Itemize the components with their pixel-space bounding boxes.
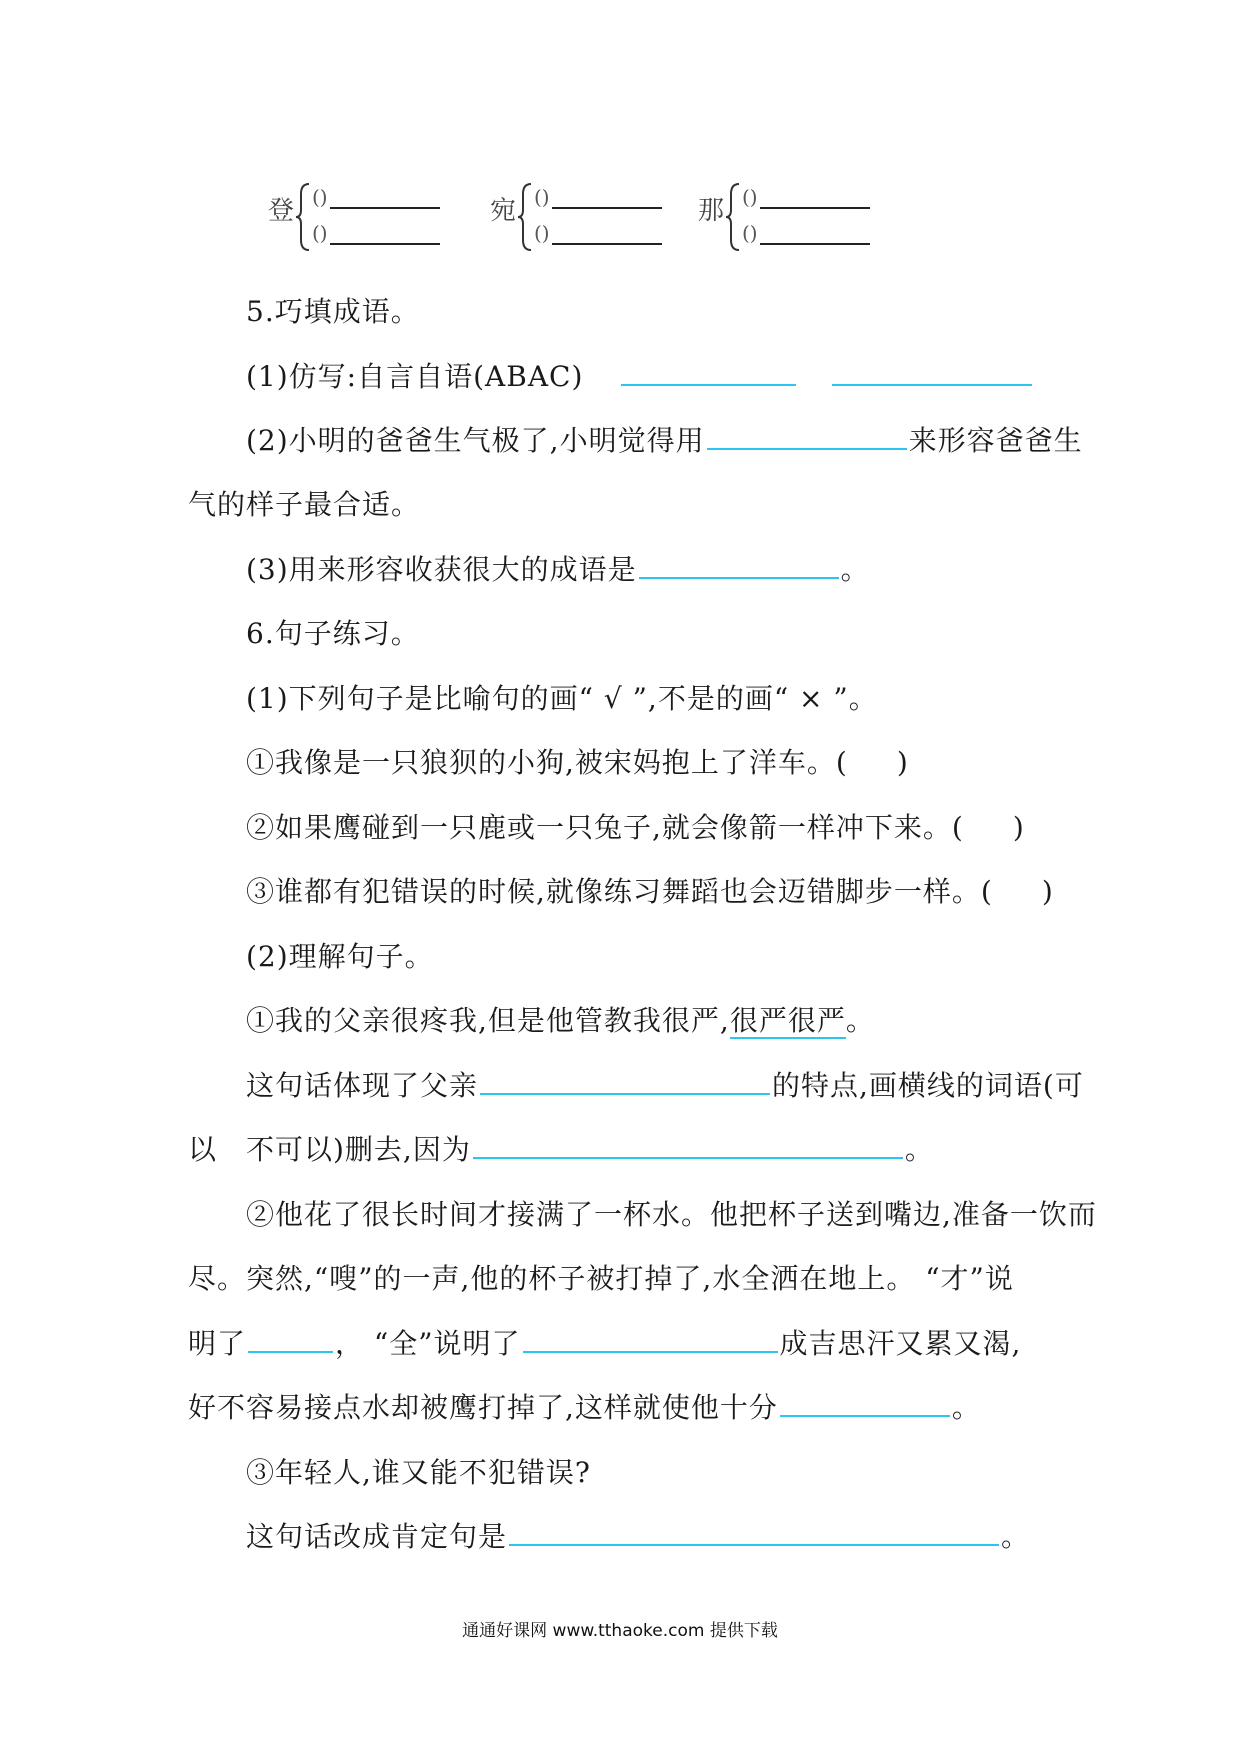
pinyin-paren: () (534, 221, 550, 245)
answer-blank[interactable] (552, 243, 662, 245)
q5-item-3 (246, 550, 870, 590)
brace-icon (294, 182, 312, 252)
answer-blank[interactable] (480, 1068, 770, 1095)
answer-blank[interactable] (707, 423, 907, 450)
q5-item-1-text: (1)仿写:自言自语(ABAC) (246, 360, 584, 393)
question-text: 好不容易接点水却被鹰打掉了,这样就使他十分 (188, 1391, 778, 1424)
answer-blank[interactable] (760, 243, 870, 245)
answer-blank[interactable] (473, 1132, 903, 1159)
answer-paren[interactable]: ( ) (951, 811, 1024, 844)
footer-credit: 通通好课网 www.tthaoke.com 提供下载 (462, 1621, 778, 1641)
q6-sentence-2-line-3 (188, 1324, 1021, 1364)
q5-item-2-cont: 气的样子最合适。 (188, 488, 421, 521)
question-text: 这句话改成肯定句是 (246, 1520, 508, 1553)
q6-sentence-1-question-cont (188, 1130, 934, 1170)
answer-paren[interactable]: ( ) (835, 746, 908, 779)
q5-item-2-text-a: (2)小明的爸爸生气极了,小明觉得用 (246, 424, 705, 457)
q5-item-3-text: (3)用来形容收获很大的成语是 (246, 553, 637, 586)
answer-blank[interactable] (552, 207, 662, 209)
answer-blank[interactable] (523, 1326, 778, 1353)
question-text: 这句话体现了父亲 (246, 1069, 479, 1102)
q5-item-2 (246, 421, 1083, 461)
pinyin-paren: () (312, 185, 328, 209)
q6-simile-item-1 (246, 743, 908, 783)
answer-blank[interactable] (248, 1326, 333, 1353)
answer-blank[interactable] (621, 359, 796, 386)
question-text: 明了 (188, 1327, 247, 1360)
q6-simile-item-3 (246, 872, 1053, 912)
q6-sentence-1-question (246, 1066, 1084, 1106)
q6-sentence-2-line-2: 尽。突然,“嗖”的一声,他的杯子被打掉了,水全洒在地上。 “才”说 (188, 1262, 1014, 1295)
answer-blank[interactable] (832, 359, 1032, 386)
q6-sentence-1 (246, 1001, 875, 1041)
q6-sentence-2-line-1: ②他花了很长时间才接满了一杯水。他把杯子送到嘴边,准备一饮而 (246, 1198, 1097, 1231)
period: 。 (904, 1133, 934, 1166)
q6-part1-title: (1)下列句子是比喻句的画“ √ ”,不是的画“ × ”。 (246, 682, 878, 715)
question-text: 以 不可以)删去,因为 (188, 1133, 471, 1166)
brace-icon (724, 182, 742, 252)
pinyin-paren: () (312, 221, 328, 245)
simile-sentence: ②如果鹰碰到一只鹿或一只兔子,就会像箭一样冲下来。 (246, 811, 952, 844)
answer-blank[interactable] (760, 207, 870, 209)
answer-blank[interactable] (780, 1390, 950, 1417)
question-text: 成吉思汗又累又渴, (779, 1327, 1022, 1360)
q5-title: 5.巧填成语。 (246, 295, 420, 328)
polyphone-char: 那 (698, 196, 725, 226)
period: 。 (951, 1391, 981, 1424)
answer-blank[interactable] (639, 552, 839, 579)
question-text: ， “全”说明了 (335, 1327, 521, 1360)
brace-icon (516, 182, 534, 252)
period: 。 (840, 553, 870, 586)
question-text: 的特点,画横线的词语(可 (772, 1069, 1084, 1102)
q5-item-2-text-b: 来形容爸爸生 (908, 424, 1083, 457)
answer-blank[interactable] (509, 1519, 999, 1546)
simile-sentence: ③谁都有犯错误的时候,就像练习舞蹈也会迈错脚步一样。 (246, 875, 981, 908)
q6-title: 6.句子练习。 (246, 617, 420, 650)
q6-sentence-3-question (246, 1517, 1030, 1557)
q6-part2-title: (2)理解句子。 (246, 940, 434, 973)
q6-sentence-3: ③年轻人,谁又能不犯错误? (246, 1456, 591, 1489)
sentence-text: ①我的父亲很疼我,但是他管教我很严, (246, 1004, 730, 1037)
polyphone-char: 宛 (490, 196, 517, 226)
underlined-phrase: 很严很严 (729, 1004, 846, 1037)
period: 。 (845, 1004, 875, 1037)
simile-sentence: ①我像是一只狼狈的小狗,被宋妈抱上了洋车。 (246, 746, 836, 779)
q6-sentence-2-line-4 (188, 1388, 981, 1428)
q6-simile-item-2 (246, 808, 1024, 848)
answer-blank[interactable] (330, 243, 440, 245)
pinyin-paren: () (742, 221, 758, 245)
period: 。 (1001, 1520, 1031, 1553)
answer-paren[interactable]: ( ) (980, 875, 1053, 908)
q5-item-1 (246, 357, 1034, 397)
pinyin-paren: () (742, 185, 758, 209)
pinyin-paren: () (534, 185, 550, 209)
polyphone-char: 登 (268, 196, 295, 226)
answer-blank[interactable] (330, 207, 440, 209)
